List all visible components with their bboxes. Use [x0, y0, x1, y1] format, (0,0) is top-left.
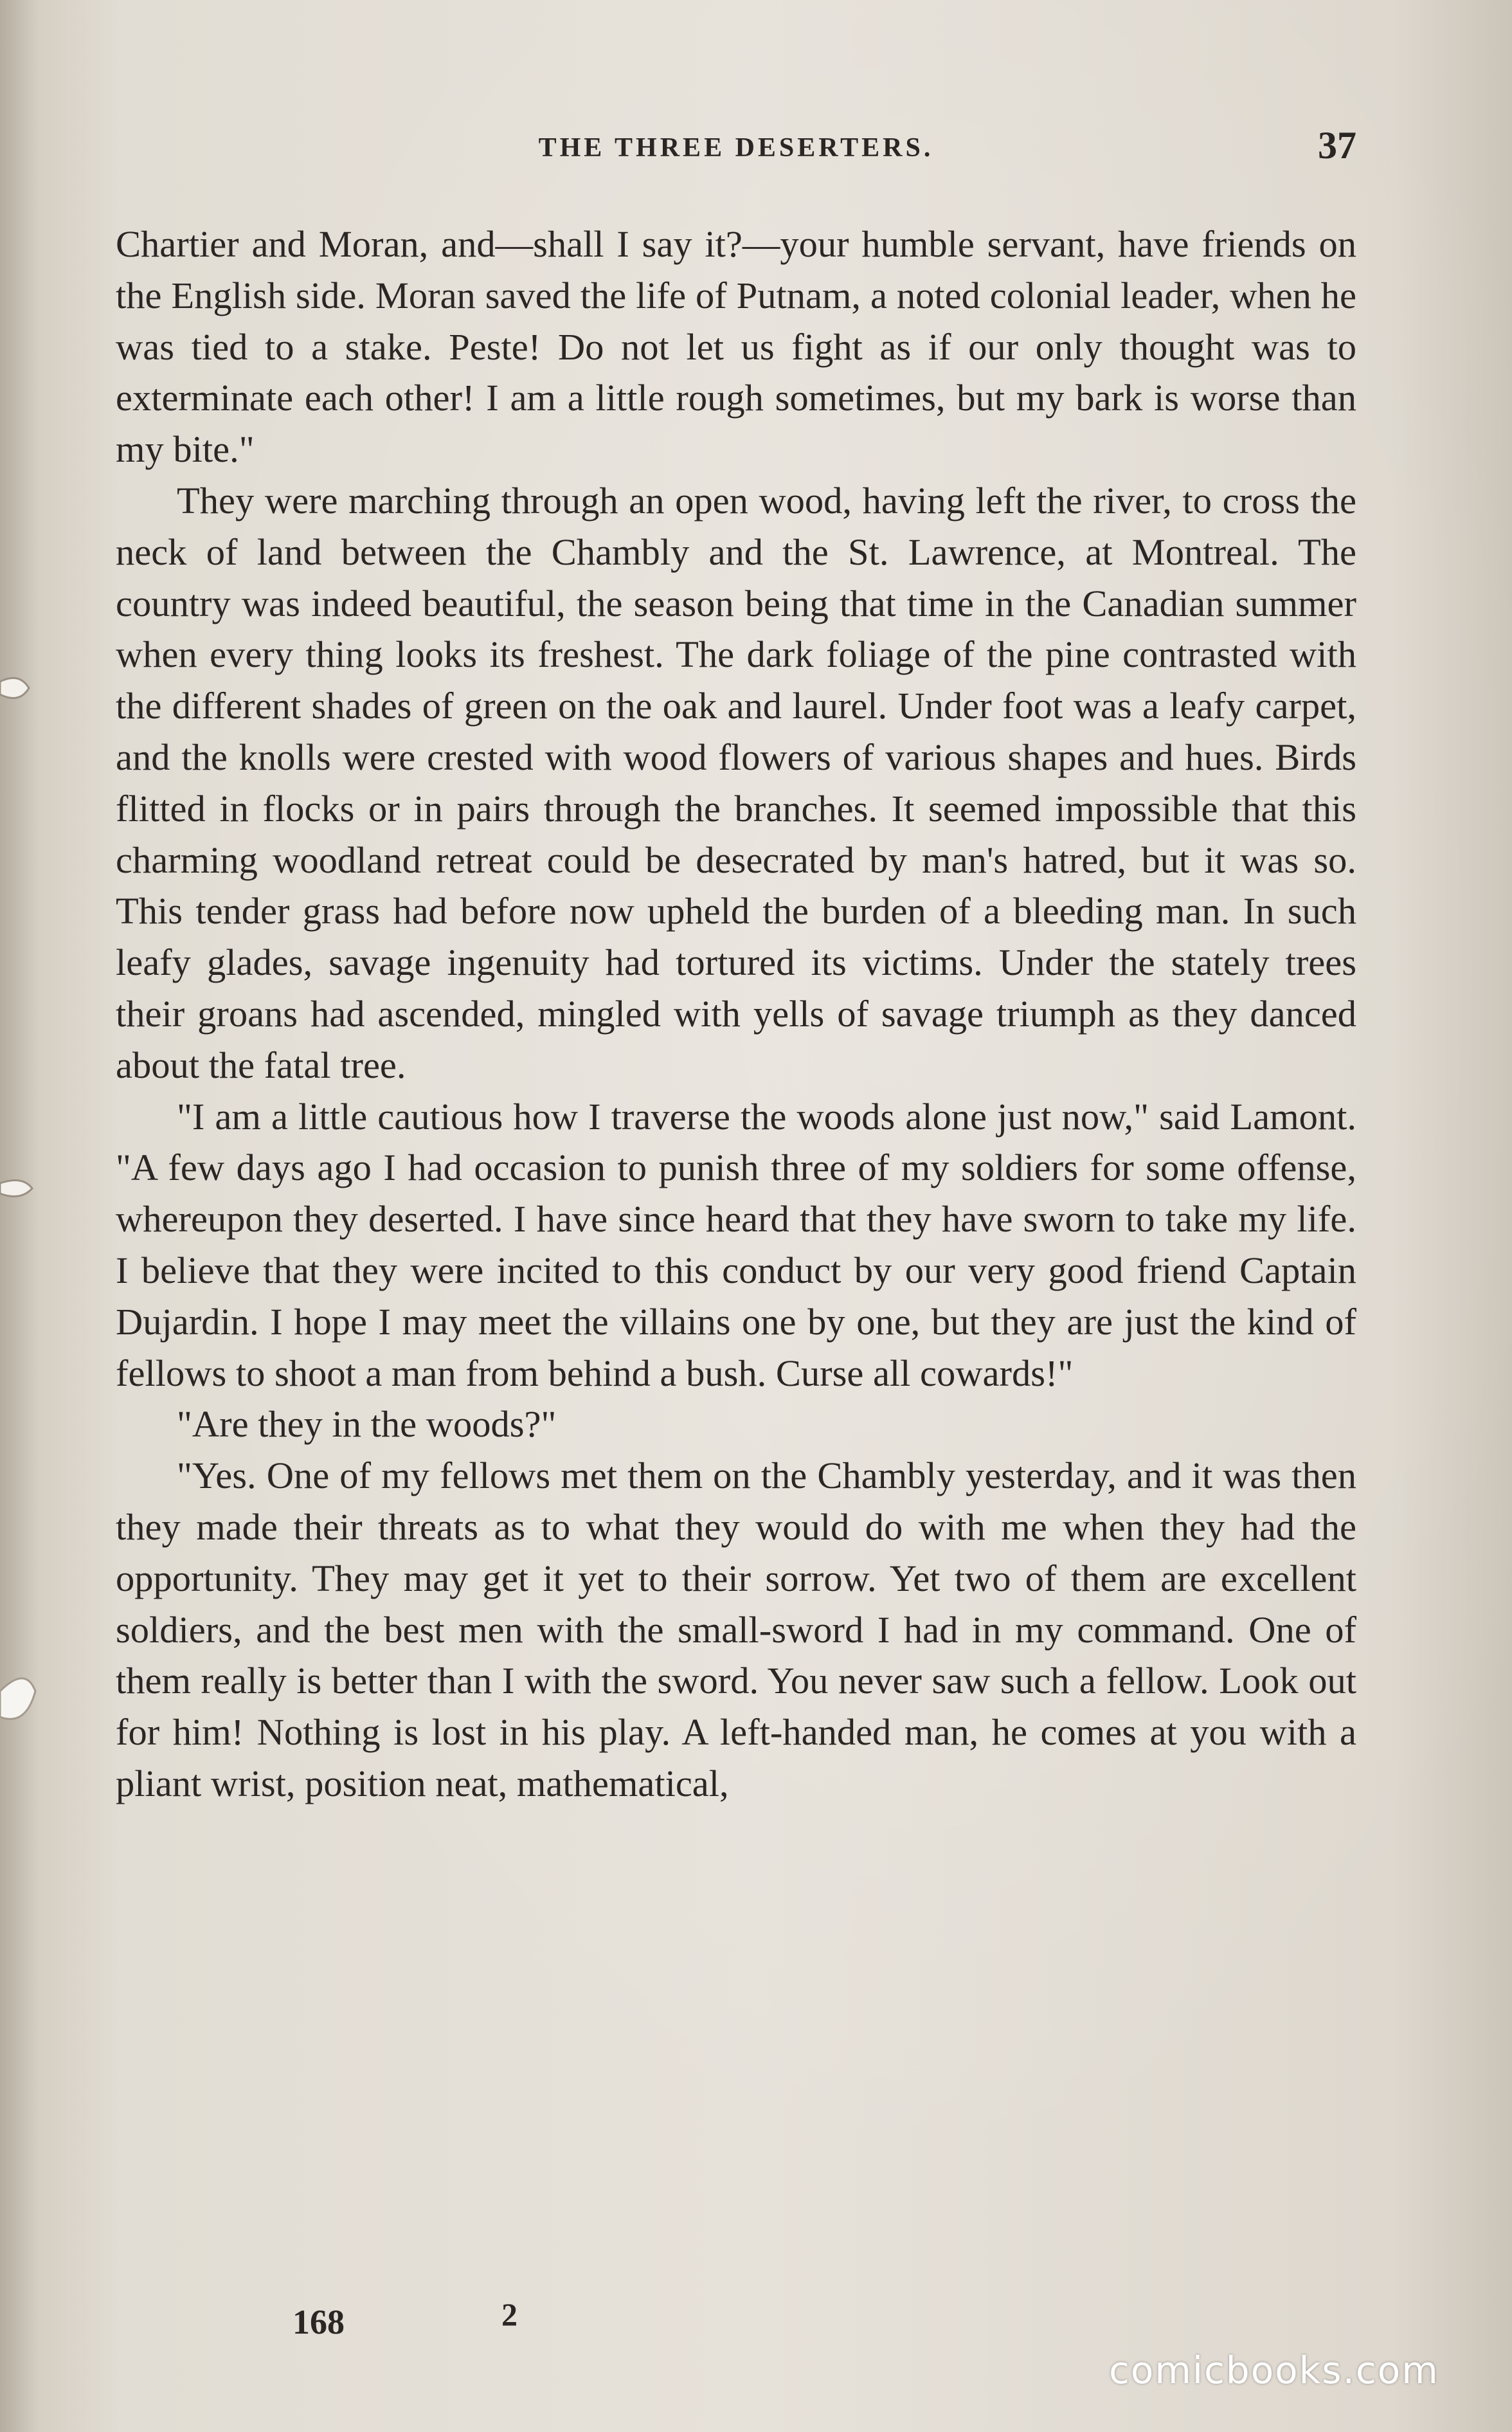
- signature-number: 168: [292, 2303, 345, 2341]
- page-footer: [116, 2296, 1356, 2354]
- paragraph: They were marching through an open wood, having left the river, to cross the neck of land between the Chambly and the St. Lawrence, at Montreal. The country was indeed beautiful, the season being that time in the Canadian summer when every thing looks its freshest. The dark foliage of the pine contrasted with the different shades of green on the oak and laurel. Under foot was a leafy carpet, and the knolls were crested with wood flowers of various shapes and hues. Birds flitted in flocks or in pairs through the branches. It seemed impossible that this charming woodland retreat could be desecrated by man's hatred, but it was so. This tender grass had before now upheld the burden of a bleeding man. In such leafy glades, savage ingenuity had tortured its victims. Under the stately trees their groans had ascended, mingled with yells of savage triumph as they danced about the fatal tree.: [116, 479, 1356, 1086]
- binding-hole-3: [0, 1678, 35, 1719]
- paragraph: "Yes. One of my fellows met them on the Chambly yesterday, and it was then they made their threats as to what they would do with me when they had the opportunity. They may get it yet to their sorrow. Yet two of them are excellent soldiers, and the best men with the small-sword I had in my command. One of them really is better than I with the sword. You never saw such a fellow. Look out for him! Nothing is lost in his play. A left-handed man, he comes at you with a pliant wrist, position neat, mathematical,: [116, 1455, 1356, 1804]
- page-header: [116, 124, 1356, 180]
- binding-hole-2: [0, 1181, 32, 1197]
- binding-holes: [0, 0, 51, 2432]
- body-text: [116, 219, 1356, 1810]
- binding-hole-1: [0, 678, 29, 698]
- paragraph: "Are they in the woods?": [177, 1403, 557, 1446]
- signature-mark: 2: [501, 2296, 518, 2332]
- page-number: 37: [1318, 124, 1356, 167]
- watermark: comicbooks.com: [1109, 2348, 1439, 2392]
- paragraph: Chartier and Moran, and—shall I say it?—your humble servant, have friends on the English side. Moran saved the life of Putnam, a noted colonial leader, when he was tied to a stake. Peste! Do not let us fight as if our only thought was to exterminate each other! I am a little rough sometimes, but my bark is worse than my bite.": [116, 223, 1356, 471]
- paragraph: "I am a little cautious how I traverse the woods alone just now," said Lamont. "A few days ago I had occasion to punish three of my soldiers for some offense, whereupon they deserted. I have since heard that they have sworn to take my life. I believe that they were incited to this conduct by our very good friend Captain Dujardin. I hope I may meet the villains one by one, but they are just the kind of fellows to shoot a man from behind a bush. Curse all cowards!": [116, 1095, 1356, 1394]
- running-head: THE THREE DESERTERS.: [538, 133, 934, 163]
